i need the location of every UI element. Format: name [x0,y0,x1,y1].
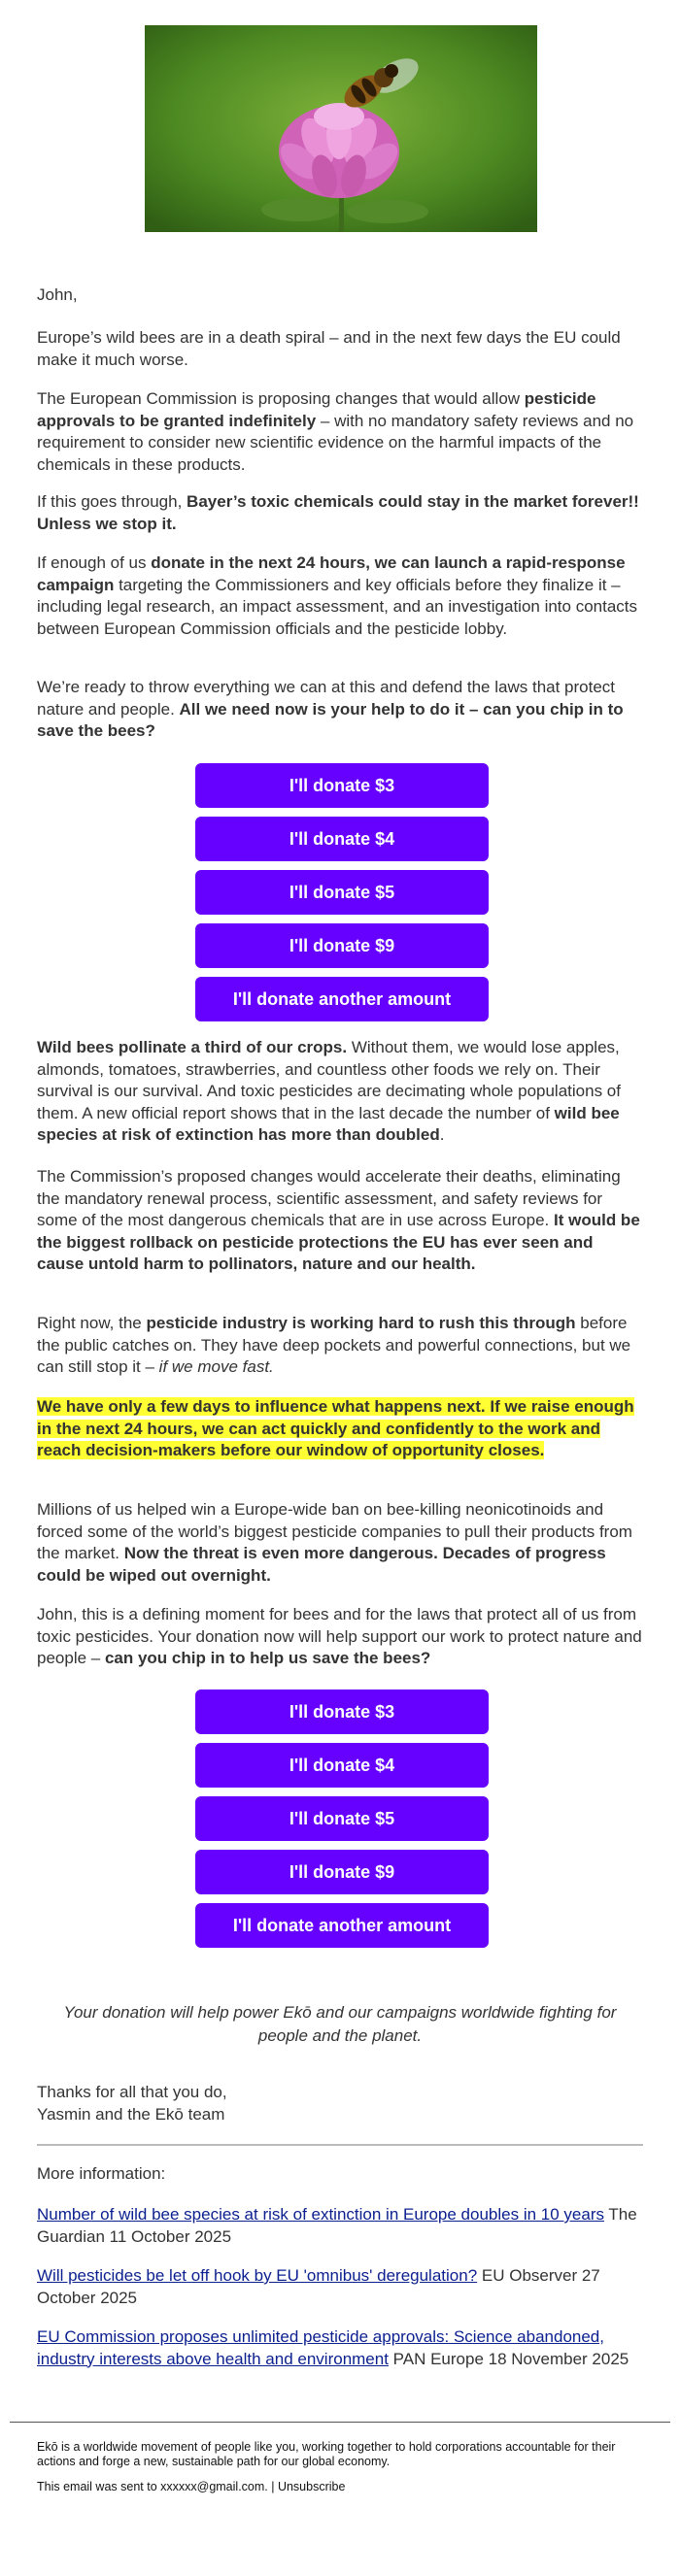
more-info-link-1: Number of wild bee species at risk of extinction in Europe doubles in 10 years The Guardian 11 October 2025 [37,2205,637,2246]
urgency-highlight-paragraph: We have only a few days to influence what happens next. If we raise enough in the next 24 hours, we can act quickly and confidently to the work and reach decision-makers before our window of opportunity closes. [37,1397,634,1459]
donate-5-button[interactable]: I'll donate $5 [195,870,489,915]
signoff: Thanks for all that you do, Yasmin and the Ekō team [37,2083,227,2124]
pollination-paragraph: Wild bees pollinate a third of our crops. Without them, we would lose apples, almonds, tomatoes, strawberries, and countless other foods we rely on. Their survival is our survival. And toxic pesticides are decimating whole populations of them. A new official report shows that in the last decade the number of wild bee species at risk of extinction has more than doubled. [37,1038,621,1144]
rollback-paragraph: The Commission’s proposed changes would accelerate their deaths, eliminating the mandatory renewal process, scientific assessment, and safety reviews for some of the most dangerous chemicals that are in use across Europe. It would be the biggest rollback on pesticide protections the EU has ever seen and cause untold harm to pollinators, nature and our health. [37,1167,640,1273]
donate-5-button-2[interactable]: I'll donate $5 [195,1796,489,1841]
campaign-paragraph: If enough of us donate in the next 24 hours, we can launch a rapid-response campaign targeting the Commissioners and key officials before they finalize it – including legal research, an impact assessment, and an investigation into contacts between European Commission officials and the pesticide lobby. [37,553,638,638]
pan-europe-article-link[interactable]: EU Commission proposes unlimited pesticide approvals: Science abandoned, industry interests above health and environment [37,2327,604,2368]
defining-moment-paragraph: John, this is a defining moment for bees and for the laws that protect all of us from toxic pesticides. Your donation now will help support our work to protect nature and people – can you chip in to help us save the bees? [37,1605,642,1667]
footer-sent-to: This email was sent to xxxxxx@gmail.com. | Unsubscribe [37,2480,346,2493]
donate-9-button-2[interactable]: I'll donate $9 [195,1850,489,1894]
donate-4-button-2[interactable]: I'll donate $4 [195,1743,489,1788]
more-info-heading: More information: [37,2164,166,2183]
greeting: John, [37,285,78,304]
donate-9-button[interactable]: I'll donate $9 [195,923,489,968]
donate-other-amount-button[interactable]: I'll donate another amount [195,977,489,1021]
intro-paragraph: Europe’s wild bees are in a death spiral – and in the next few days the EU could make it much worse. [37,328,621,369]
support-note: Your donation will help power Ekō and our campaigns worldwide fighting for people and the planet. [63,2003,617,2045]
euobserver-article-link[interactable]: Will pesticides be let off hook by EU 'omnibus' deregulation? [37,2266,478,2285]
footer-divider [10,2422,670,2423]
more-info-link-2: Will pesticides be let off hook by EU 'omnibus' deregulation? EU Observer 27 October 2025 [37,2266,600,2307]
donate-3-button-2[interactable]: I'll donate $3 [195,1689,489,1734]
more-info-link-3: EU Commission proposes unlimited pesticide approvals: Science abandoned, industry interests above health and environment PAN Europe 18 November 2025 [37,2327,629,2368]
divider [37,2144,643,2146]
neonicotinoids-paragraph: Millions of us helped win a Europe-wide ban on bee-killing neonicotinoids and forced some of the world’s biggest pesticide companies to pull their products from the market. Now the threat is even more dangerous. Decades of progress could be wiped out overnight. [37,1500,632,1585]
industry-paragraph: Right now, the pesticide industry is working hard to rush this through before the public catches on. They have deep pockets and powerful connections, but we can still stop it – if we move fast. [37,1314,631,1376]
unsubscribe-link[interactable]: Unsubscribe [277,2480,346,2493]
footer-about: Ekō is a worldwide movement of people like you, working together to hold corporations accountable for their actions and forge a new, sustainable path for our global economy. [37,2440,616,2468]
donate-4-button[interactable]: I'll donate $4 [195,817,489,861]
bayer-paragraph: If this goes through, Bayer’s toxic chemicals could stay in the market forever!! Unless we stop it. [37,492,639,533]
donate-other-amount-button-2[interactable]: I'll donate another amount [195,1903,489,1948]
chip-in-paragraph: We’re ready to throw everything we can at this and defend the laws that protect nature and people. All we need now is your help to do it – can you chip in to save the bees? [37,678,624,740]
proposal-paragraph: The European Commission is proposing changes that would allow pesticide approvals to be granted indefinitely – with no mandatory safety reviews and no requirement to consider new scientific evidence on the harmful impacts of the chemicals in these products. [37,389,634,474]
donate-3-button[interactable]: I'll donate $3 [195,763,489,808]
bee-on-clover-image [145,25,537,232]
guardian-article-link[interactable]: Number of wild bee species at risk of extinction in Europe doubles in 10 years [37,2205,604,2224]
